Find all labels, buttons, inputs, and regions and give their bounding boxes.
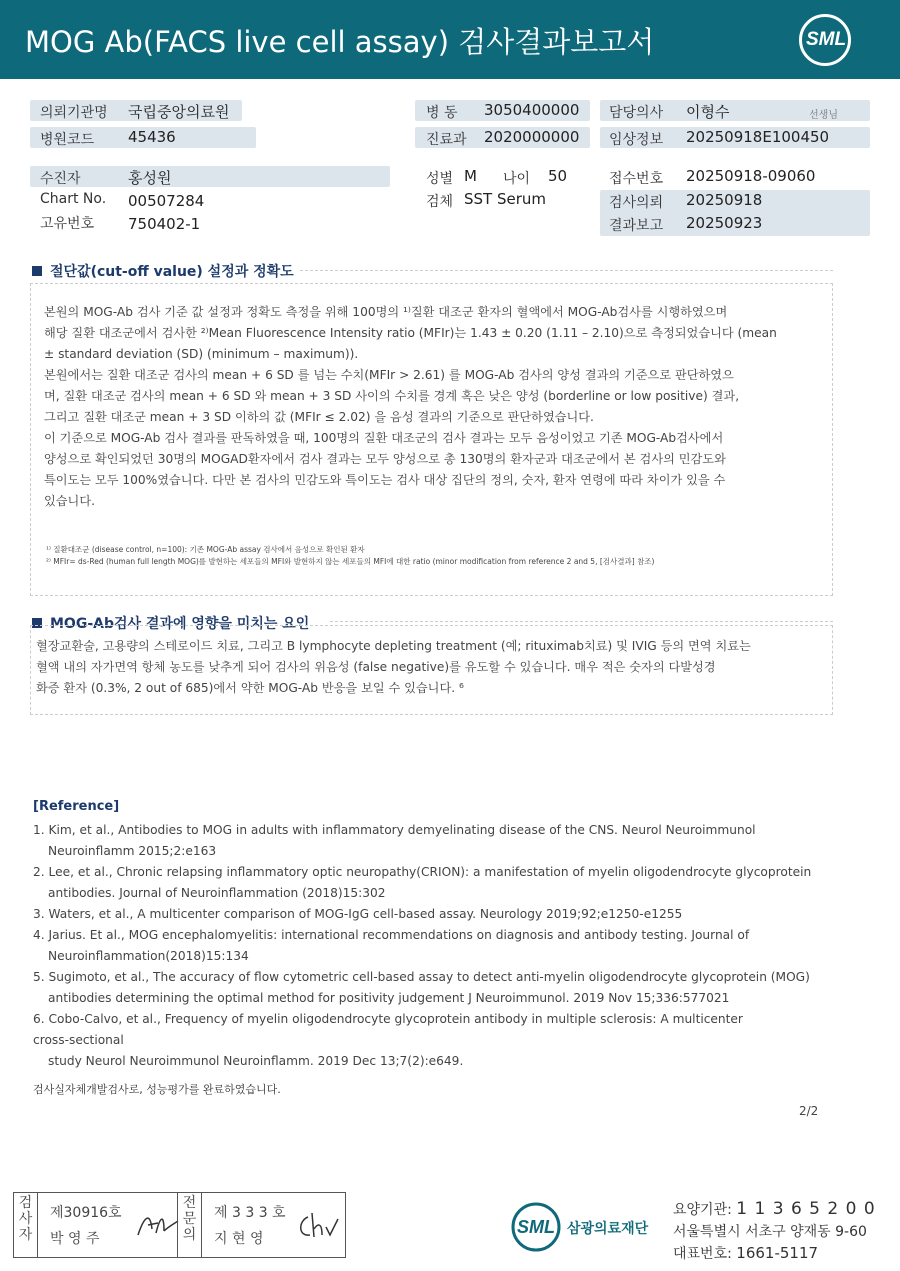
inst-label: 의뢰기관명	[40, 105, 108, 121]
sex-value: M	[464, 167, 477, 185]
section1-line: 양성으로 확인되었던 30명의 MOGAD환자에서 검사 결과는 모두 양성으로 총 130명의 환자군과 대조군에서 본 검사의 민감도와	[44, 452, 726, 466]
sig-char: 사	[18, 1211, 33, 1227]
code-value: 45436	[128, 128, 176, 146]
section1-body	[44, 302, 824, 512]
sml-footer-logo	[510, 1201, 562, 1253]
sml-logo-text: SML	[805, 29, 847, 50]
footer-line3-label: 대표번호:	[673, 1246, 732, 1262]
doctor-label: 담당의사	[609, 105, 664, 121]
chart-value: 00507284	[128, 192, 205, 210]
dept-value: 2020000000	[484, 128, 580, 146]
inst-value: 국립중앙의료원	[128, 103, 230, 121]
req-label: 검사의뢰	[609, 195, 664, 211]
section1-line: 특이도는 모두 100%였습니다. 다만 본 검사의 민감도와 특이도는 검사 대상 집단의 정의, 숫자, 환자 연령에 따라 차이가 있을 수	[44, 473, 726, 487]
reference-item: 2. Lee, et al., Chronic relapsing inflammatory optic neuropathy(CRION): a manifestation of myelin oligodendrocyte glycoprotein	[33, 865, 812, 879]
signature-2-mark	[294, 1207, 342, 1243]
section1-line: 이 기준으로 MOG-Ab 검사 결과를 판독하였을 때, 100명의 질환 대조군의 검사 결과는 모두 음성이었고 기존 MOG-Ab검사에서	[44, 431, 724, 445]
report-label: 결과보고	[609, 218, 664, 234]
sig-col1-label	[14, 1193, 38, 1257]
reference-item: study Neurol Neuroimmunol Neuroinflamm. 2019 Dec 13;7(2):e649.	[48, 1054, 464, 1068]
uid-value: 750402-1	[128, 215, 201, 233]
ward-label: 병 동	[426, 105, 458, 121]
section1-title	[32, 261, 294, 281]
footnote-2: ²⁾ MFIr= ds-Red (human full length MOG)를 발현하는 세포들의 MFI와 발현하지 않는 세포들의 MFI에 대한 ratio (minor modification from reference 2 and 5, [검사결과] 참조)	[46, 557, 655, 566]
section-square-icon	[32, 266, 42, 276]
section1-line: 그리고 질환 대조군 mean + 3 SD 이하의 값 (MFIr ≤ 2.02) 을 음성 결과의 기준으로 판단하였습니다.	[44, 410, 594, 424]
patient-value: 홍성원	[128, 169, 172, 187]
footnote-1: ¹⁾ 질환대조군 (disease control, n=100): 기존 MOG-Ab assay 검사에서 음성으로 확인된 환자	[46, 545, 365, 554]
age-label: 나이	[503, 171, 531, 187]
section2-rule	[330, 621, 833, 622]
footer-line1	[673, 1199, 876, 1219]
sig2-name: 지 현 영	[214, 1231, 264, 1247]
section1-line: 있습니다.	[44, 494, 95, 508]
sig-char: 문	[182, 1211, 197, 1227]
sml-footer-logo-text: SML	[517, 1217, 555, 1237]
footer-address: 서울특별시 서초구 양재동 9-60	[673, 1224, 867, 1240]
section1-rule	[300, 270, 833, 271]
section2-line: 혈장교환술, 고용량의 스테로이드 치료, 그리고 B lymphocyte depleting treatment (예; rituximab치료) 및 IVIG 등의 면역 치료는	[36, 639, 751, 653]
org-name: 삼광의료재단	[567, 1221, 649, 1237]
reference-item: 4. Jarius. Et al., MOG encephalomyelitis: international recommendations on diagnosis and antibody testing. Journal of	[33, 928, 750, 942]
footer-line3	[673, 1243, 818, 1263]
signature-box	[13, 1192, 346, 1258]
footer-line3-value: 1661-5117	[736, 1244, 819, 1262]
sig-char: 자	[18, 1227, 33, 1243]
ward-value: 3050400000	[484, 101, 580, 119]
section1-line: 해당 질환 대조군에서 검사한 ²⁾Mean Fluorescence Intensity ratio (MFIr)는 1.43 ± 0.20 (1.11 – 2.10)으로 측정되었습니다 (mean	[44, 326, 777, 340]
page-number: 2/2	[799, 1104, 819, 1118]
reference-item: Neuroinflammation(2018)15:134	[48, 949, 249, 963]
age-value: 50	[548, 167, 568, 185]
clinical-value: 20250918E100450	[686, 128, 830, 146]
section2-line: 혈액 내의 자가면역 항체 농도를 낮추게 되어 검사의 위음성 (false negative)를 유도할 수 있습니다. 매우 적은 숫자의 다발성경	[36, 660, 716, 674]
report-value: 20250923	[686, 214, 763, 232]
section1-line: 며, 질환 대조군 검사의 mean + 6 SD 와 mean + 3 SD 사이의 수치를 경계 혹은 낮은 양성 (borderline or low positive) 결과,	[44, 389, 740, 403]
specimen-label: 검체	[426, 194, 454, 210]
footer-line1-value: 1 1 3 6 5 2 0 0	[736, 1199, 876, 1219]
patient-pill	[30, 166, 390, 187]
report-title: MOG Ab(FACS live cell assay) 검사결과보고서	[25, 25, 655, 59]
sig1-license: 제30916호	[50, 1205, 122, 1221]
sml-logo	[799, 14, 851, 66]
section2-body	[36, 636, 828, 699]
reference-item: 5. Sugimoto, et al., The accuracy of flow cytometric cell-based assay to detect anti-myelin oligodendrocyte glycoprotein (MOG)	[33, 970, 810, 984]
reference-list	[33, 820, 833, 1072]
reference-item: antibodies. Journal of Neuroinflammation (2018)15:302	[48, 886, 386, 900]
reference-item: 3. Waters, et al., A multicenter comparison of MOG-IgG cell-based assay. Neurology 2019;92;e1250-e1255	[33, 907, 683, 921]
chart-label: Chart No.	[40, 191, 107, 207]
sig1-name: 박 영 주	[50, 1231, 100, 1247]
section2-line: 화증 환자 (0.3%, 2 out of 685)에서 약한 MOG-Ab 반응을 보일 수 있습니다. ⁶	[36, 681, 464, 695]
reference-title: [Reference]	[33, 799, 120, 814]
reference-item: 1. Kim, et al., Antibodies to MOG in adults with inflammatory demyelinating disease of the CNS. Neurol Neuroimmunol	[33, 823, 756, 837]
section2-title-text: MOG-Ab검사 결과에 영향을 미치는 요인	[50, 616, 310, 632]
reference-item: antibodies determining the optimal method for positivity judgement J Neuroimmunol. 2019 Nov 15;336:577021	[48, 991, 730, 1005]
section1-line: 본원의 MOG-Ab 검사 기준 값 설정과 정확도 측정을 위해 100명의 ¹⁾질환 대조군 환자의 혈액에서 MOG-Ab검사를 시행하였으며	[44, 305, 728, 319]
reference-item: Neuroinflamm 2015;2:e163	[48, 844, 217, 858]
sig-char: 의	[182, 1227, 197, 1243]
sig-col2-label	[178, 1193, 202, 1257]
clinical-label: 임상정보	[609, 132, 664, 148]
sig-char: 전	[182, 1195, 197, 1211]
code-label: 병원코드	[40, 132, 95, 148]
doctor-value: 이형수	[686, 103, 730, 121]
section1-line: 본원에서는 질환 대조군 검사의 mean + 6 SD 를 넘는 수치(MFIr > 2.61) 를 MOG-Ab 검사의 양성 결과의 기준으로 판단하였으	[44, 368, 734, 382]
report-header	[0, 0, 900, 79]
reference-item: 6. Cobo-Calvo, et al., Frequency of myelin oligodendrocyte glycoprotein antibody in multiple sclerosis: A multicenter	[33, 1012, 743, 1026]
req-value: 20250918	[686, 191, 763, 209]
reference-item: cross-sectional	[33, 1033, 124, 1047]
dept-label: 진료과	[426, 132, 467, 148]
patient-label: 수진자	[40, 171, 81, 187]
sex-label: 성별	[426, 171, 454, 187]
validation-note: 검사실자체개발검사로, 성능평가를 완료하였습니다.	[33, 1083, 281, 1096]
signature-1-mark	[134, 1207, 182, 1243]
sig2-license: 제 3 3 3 호	[214, 1205, 286, 1221]
footer-line1-label: 요양기관:	[673, 1202, 732, 1218]
doctor-suffix: 선생님	[809, 110, 838, 121]
section1-line: ± standard deviation (SD) (minimum – maximum)).	[44, 347, 359, 361]
receipt-label: 접수번호	[609, 171, 664, 187]
section1-title-text: 절단값(cut-off value) 설정과 정확도	[50, 264, 294, 280]
sig-char: 검	[18, 1195, 33, 1211]
receipt-value: 20250918-09060	[686, 167, 816, 185]
specimen-value: SST Serum	[464, 190, 547, 208]
uid-label: 고유번호	[40, 216, 95, 232]
